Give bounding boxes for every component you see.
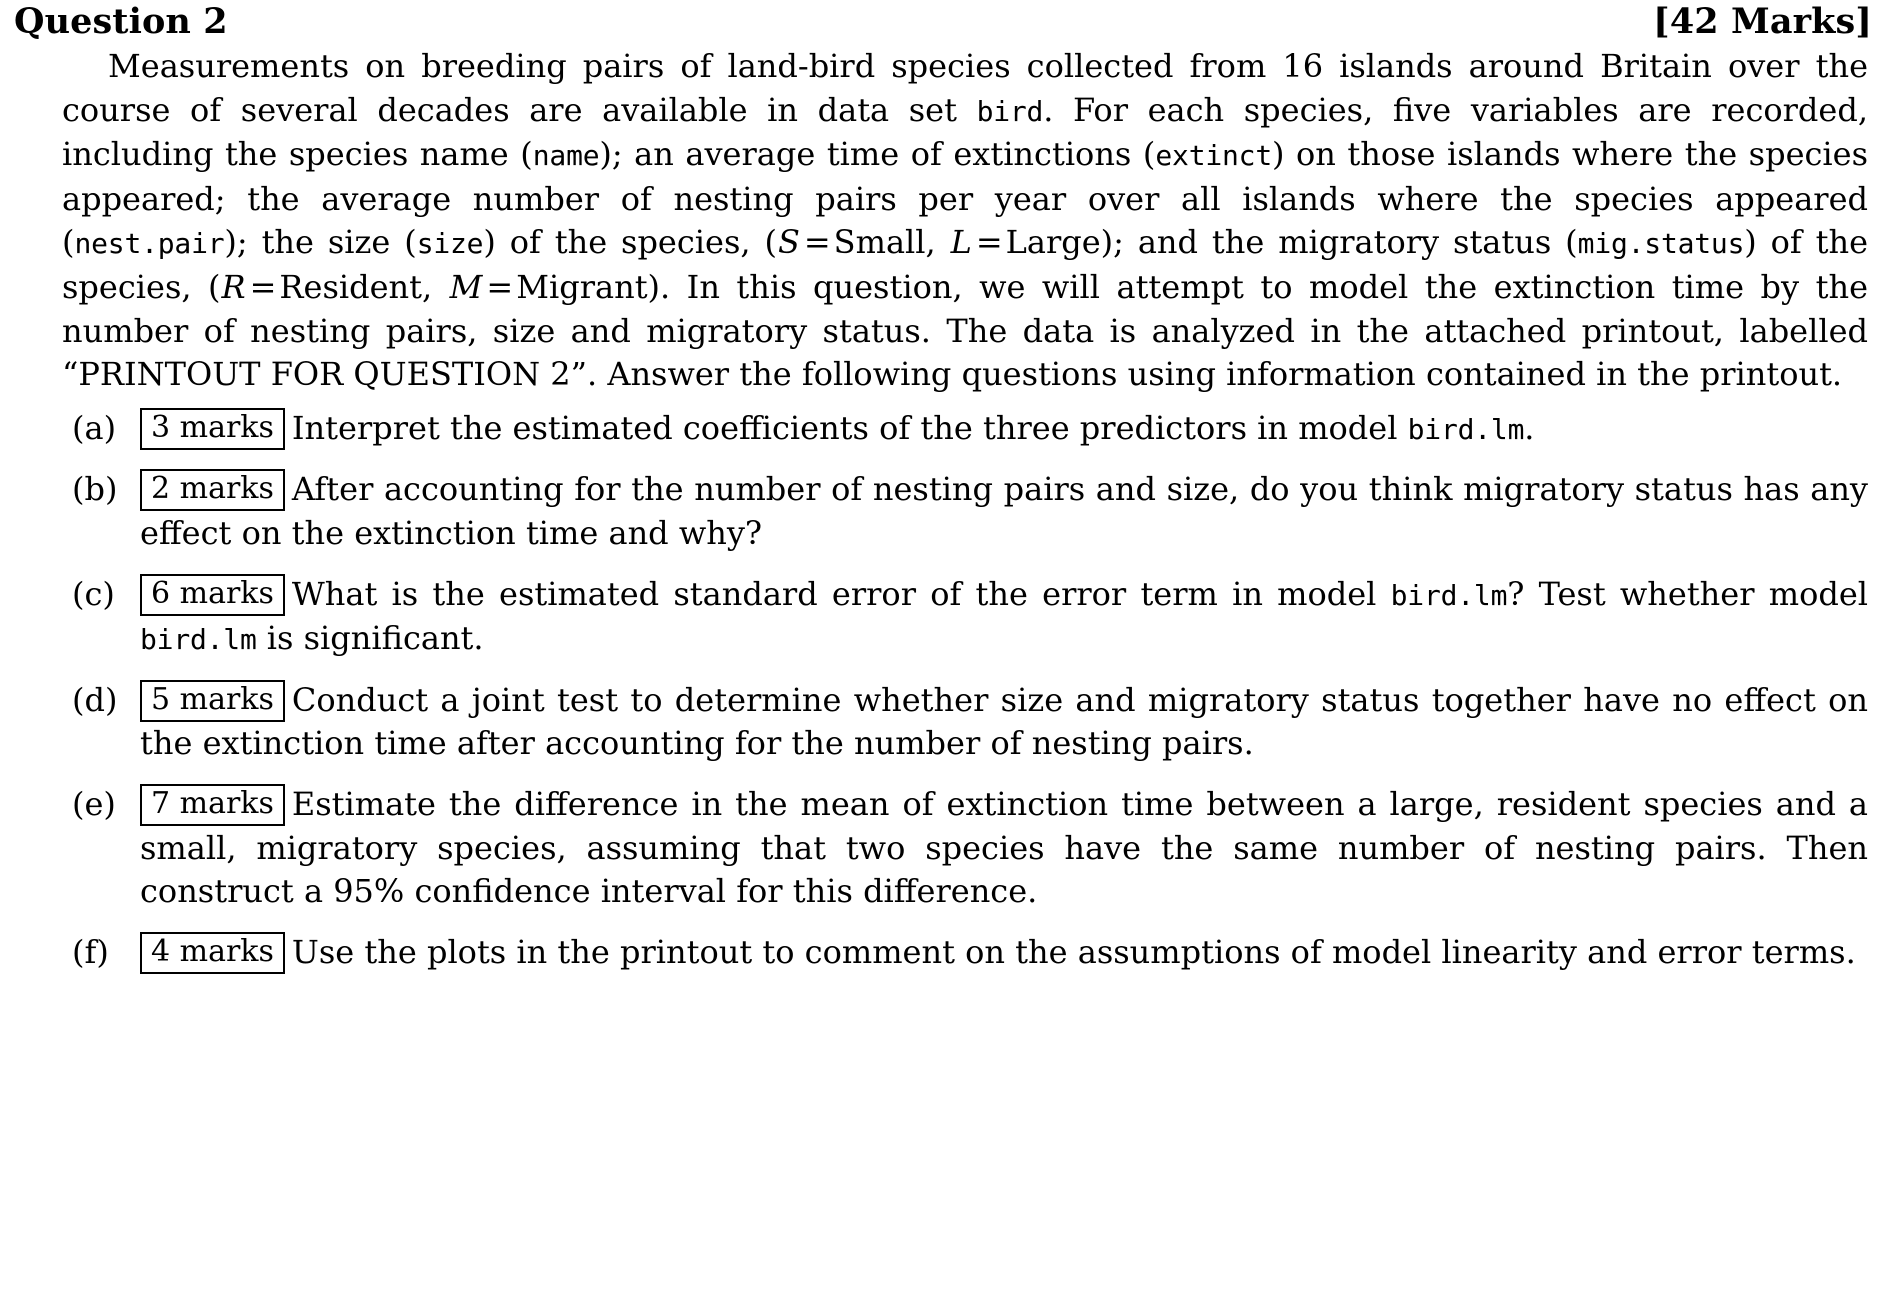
marks-badge: 3 marks [140,408,285,450]
question-intro-paragraph: Measurements on breeding pairs of land-bird species collected from 16 islands around Britain over the course of several decades are available in data set bird. For each species, five variables are recorded, including the species name (name); an average time of extinctions (extinct) on those islands where the species appeared; the average number of nesting pairs per year over all islands where the species appeared (nest.pair); the size (size) of the species, (S =Small, L =Large); and the migratory status (mig.status) of the species, (R =Resident, M =Migrant). In this question, we will attempt to model the extinction time by the number of nesting pairs, size and migratory status. The data is analyzed in the attached printout, labelled “PRINTOUT FOR QUESTION 2”. Answer the following questions using information contained in the printout. [62,47,1869,394]
math-operator: = [803,223,831,262]
sub-question-body [140,407,1868,452]
sub-question-body [140,679,1868,766]
sub-question-text: What is the estimated standard error of the error term in model bird.lm? Test whether model bird.lm is significant. [140,574,1869,658]
math-operator: = [975,223,1003,262]
math-variable: R [221,267,246,306]
sub-question-body [140,468,1868,555]
code-token: nest.pair [74,227,225,261]
marks-badge: 6 marks [140,574,285,616]
sub-question-text: Conduct a joint test to determine whether size and migratory status together have no effect on the extinction time after accounting for the number of nesting pairs. [140,680,1868,763]
question-header [14,1,1872,42]
math-operator: = [486,267,514,306]
list-item [72,407,1868,452]
sub-questions-list [14,407,1872,975]
code-token: extinct [1155,139,1272,173]
list-item [72,783,1868,914]
math-variable: S [777,223,800,262]
code-token: bird [976,94,1044,128]
sub-question-body [140,573,1868,662]
marks-badge: 4 marks [140,932,285,974]
sub-question-label: (f) [72,932,109,971]
code-token: mig.status [1577,227,1745,261]
sub-question-label: (e) [72,784,116,823]
list-item [72,468,1868,555]
code-token: bird.lm [1407,412,1525,446]
marks-badge: 7 marks [140,784,285,826]
sub-question-text: Use the plots in the printout to comment on the assumptions of model linearity and error terms. [291,932,1856,971]
marks-badge: 2 marks [140,469,285,511]
code-token: size [416,227,484,261]
sub-question-body [140,931,1868,975]
code-token: bird.lm [1390,578,1508,612]
list-item [72,573,1868,662]
sub-question-text: After accounting for the number of nesting pairs and size, do you think migratory status has any effect on the extinction time and why? [140,470,1868,552]
list-item [72,931,1868,975]
math-variable: L [950,223,972,262]
marks-badge: 5 marks [140,680,285,722]
sub-question-label: (d) [72,680,118,719]
math-operator: = [249,267,277,306]
sub-question-label: (a) [72,408,117,447]
sub-question-label: (c) [72,574,115,613]
sub-question-label: (b) [72,470,118,509]
sub-question-text: Interpret the estimated coefficients of the three predictors in model bird.lm. [291,408,1535,447]
list-item [72,679,1868,766]
question-title: Question 2 [14,1,228,42]
code-token: name [532,139,600,173]
sub-question-text: Estimate the difference in the mean of extinction time between a large, resident species and a small, migratory species, assuming that two species have the same number of nesting pairs. Then construct a 95% confidence interval for this difference. [140,784,1868,911]
question-total-marks: [42 Marks] [1653,1,1872,42]
math-variable: M [449,267,483,306]
code-token: bird.lm [140,623,257,657]
sub-question-body [140,783,1868,914]
